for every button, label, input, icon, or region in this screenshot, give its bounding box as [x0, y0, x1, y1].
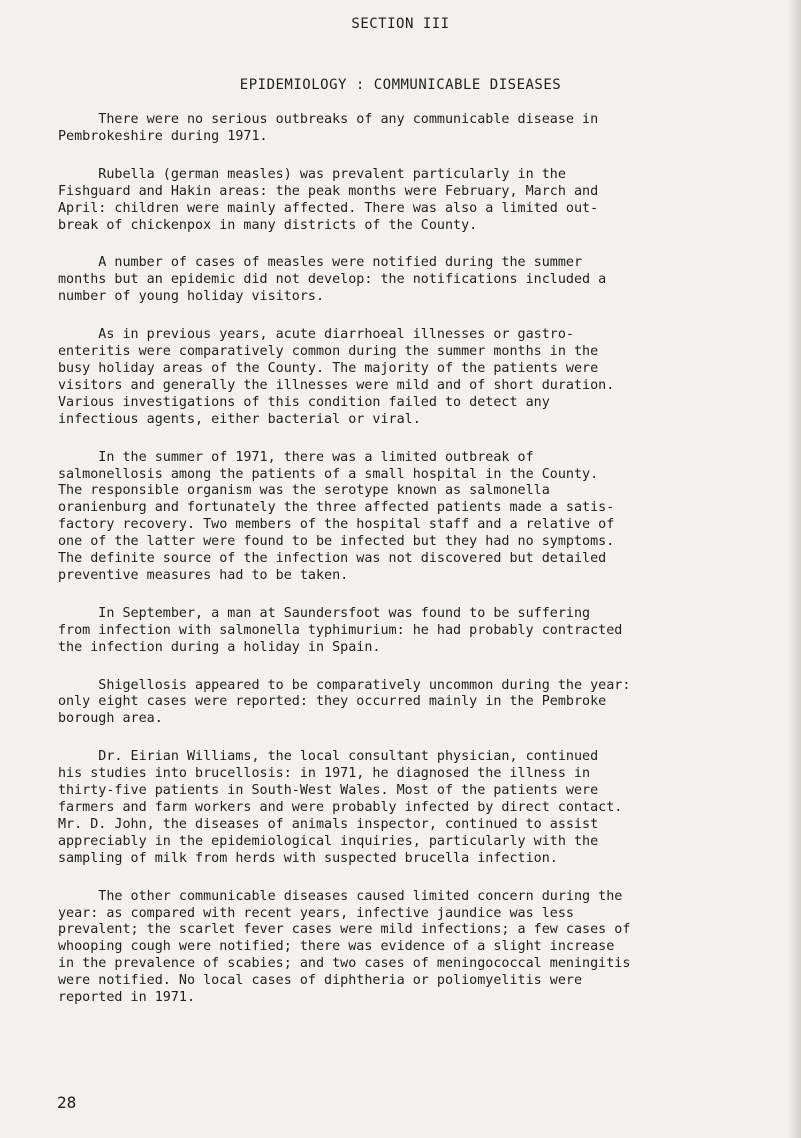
- paragraph-typhimurium: In September, a man at Saundersfoot was found to be suffering from infection with salmonella typhimurium: he had probably contracted the infection during a holiday in Spain.: [58, 605, 623, 655]
- paragraph-measles: A number of cases of measles were notified during the summer months but an epidemic did not develop: the notifications included a number of young holiday visitors.: [58, 255, 607, 305]
- page-number: 28: [57, 1093, 77, 1112]
- paragraph-overview: There were no serious outbreaks of any communicable disease in Pembrokeshire during 1971.: [58, 112, 599, 144]
- paragraph-rubella: Rubella (german measles) was prevalent particularly in the Fishguard and Hakin areas: the peak months were February, March and April: children were mainly affected. There was also a limited out- break of chickenpox in many districts of the County.: [58, 166, 599, 233]
- chapter-subtitle: EPIDEMIOLOGY : COMMUNICABLE DISEASES: [239, 77, 562, 93]
- page-edge-shadow: [787, 0, 801, 1138]
- section-heading: SECTION III: [351, 16, 450, 32]
- paragraph-brucellosis: Dr. Eirian Williams, the local consultant physician, continued his studies into brucellosis: in 1971, he diagnosed the illness in thirty-five patients in South-West Wales. Most of the patients were farmers and farm workers and were probably infected by direct contact. Mr. D. John, the diseases of animals inspector, continued to assist appreciably in the epidemiological inquiries, particularly with the sampling of milk from herds with suspected brucella infection.: [58, 749, 623, 866]
- paragraph-salmonellosis: In the summer of 1971, there was a limited outbreak of salmonellosis among the patients of a small hospital in the County. The responsible organism was the serotype known as salmonella oranienburg and fortunately the three affected patients made a satis- factory recovery. Two members of the hospital staff and a relative of one of the latter were found to be infected but they had no symptoms. The definite source of the infection was not discovered but detailed preventive measures had to be taken.: [58, 449, 615, 583]
- paragraph-gastroenteritis: As in previous years, acute diarrhoeal illnesses or gastro- enteritis were comparatively common during the summer months in the busy holiday areas of the County. The majority of the patients were visitors and generally the illnesses were mild and of short duration. Various investigations of this condition failed to detect any infectious agents, either bacterial or viral.: [58, 327, 615, 427]
- paragraph-other-diseases: The other communicable diseases caused limited concern during the year: as compared with recent years, infective jaundice was less prevalent; the scarlet fever cases were mild infections; a few cases of whooping cough were notified; there was evidence of a slight increase in the prevalence of scabies; and two cases of meningococcal meningitis were notified. No local cases of diphtheria or poliomyelitis were reported in 1971.: [58, 888, 631, 1006]
- paragraph-shigellosis: Shigellosis appeared to be comparatively uncommon during the year: only eight cases were reported: they occurred mainly in the Pembroke borough area.: [58, 677, 631, 727]
- body-text: [58, 112, 788, 1028]
